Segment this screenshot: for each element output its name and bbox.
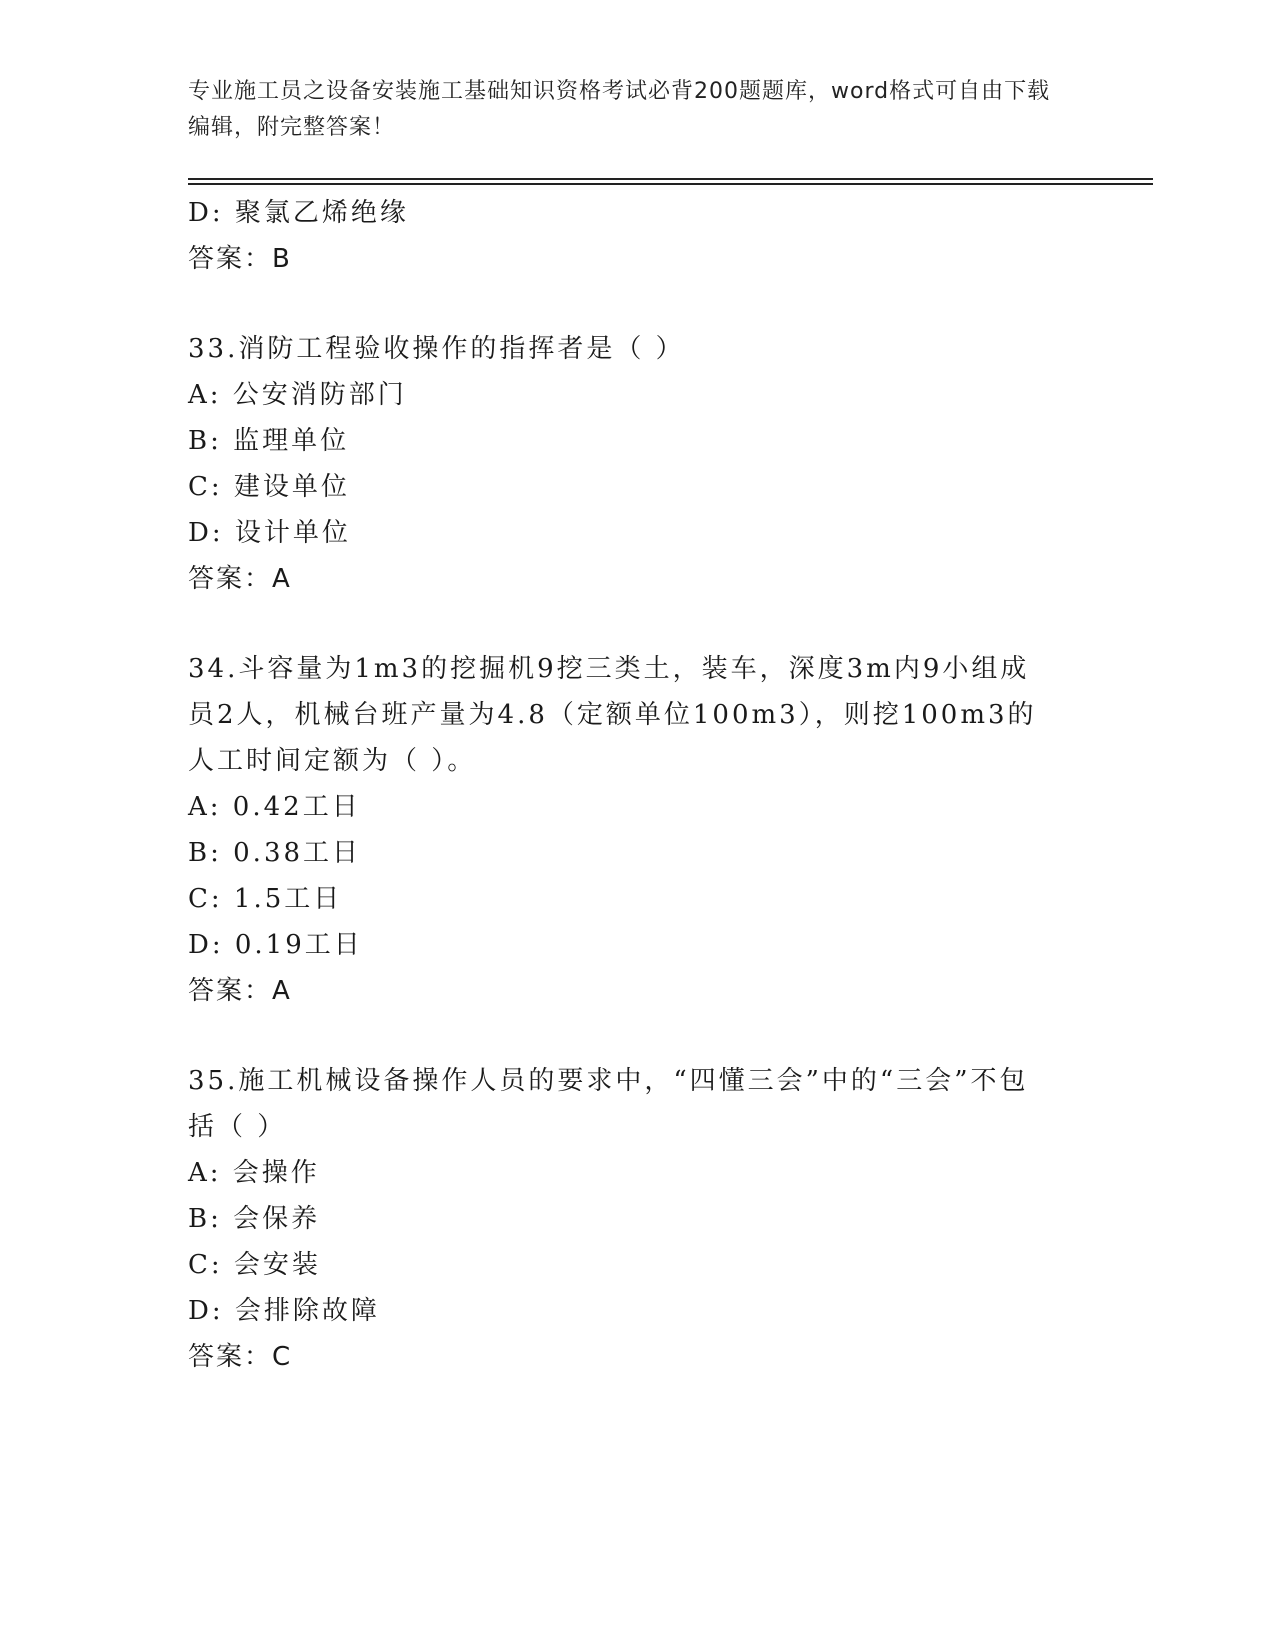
question-35 xyxy=(188,1058,1088,1380)
spacer xyxy=(188,602,1088,646)
document-header: 专业施工员之设备安装施工基础知识资格考试必背200题题库，word格式可自由下载编辑，附完整答案！ xyxy=(188,79,1051,140)
spacer xyxy=(188,282,1088,326)
question-stem: 34.斗容量为1m3的挖掘机9挖三类土，装车，深度3m内9小组成员2人，机械台班产量为4.8（定额单位100m3），则挖100m3的人工时间定额为（ ）。 xyxy=(188,654,1037,776)
answer: 答案：A xyxy=(188,564,292,594)
question-list xyxy=(188,190,1088,1380)
answer: 答案：A xyxy=(188,976,292,1006)
option-d: D: 0.19工日 xyxy=(188,930,363,960)
question-34 xyxy=(188,646,1088,1014)
option-d: D: 聚氯乙烯绝缘 xyxy=(188,198,409,228)
option-a: A: 公安消防部门 xyxy=(188,380,407,410)
header-rule-bottom xyxy=(188,183,1153,185)
answer: 答案：C xyxy=(188,1342,293,1372)
option-b: B: 监理单位 xyxy=(188,426,350,456)
option-c: C: 建设单位 xyxy=(188,472,350,502)
spacer xyxy=(188,1014,1088,1058)
header-rule-top xyxy=(188,178,1153,180)
option-a: A: 会操作 xyxy=(188,1158,320,1188)
question-32-tail xyxy=(188,190,1088,282)
option-c: C: 1.5工日 xyxy=(188,884,343,914)
option-a: A: 0.42工日 xyxy=(188,792,361,822)
question-stem: 33.消防工程验收操作的指挥者是（ ） xyxy=(188,334,685,364)
answer: 答案：B xyxy=(188,244,292,274)
question-33 xyxy=(188,326,1088,602)
option-d: D: 会排除故障 xyxy=(188,1296,380,1326)
option-d: D: 设计单位 xyxy=(188,518,351,548)
option-c: C: 会安装 xyxy=(188,1250,321,1280)
option-b: B: 0.38工日 xyxy=(188,838,362,868)
option-b: B: 会保养 xyxy=(188,1204,321,1234)
question-stem: 35.施工机械设备操作人员的要求中，“四懂三会”中的“三会”不包括（ ） xyxy=(188,1066,1029,1142)
